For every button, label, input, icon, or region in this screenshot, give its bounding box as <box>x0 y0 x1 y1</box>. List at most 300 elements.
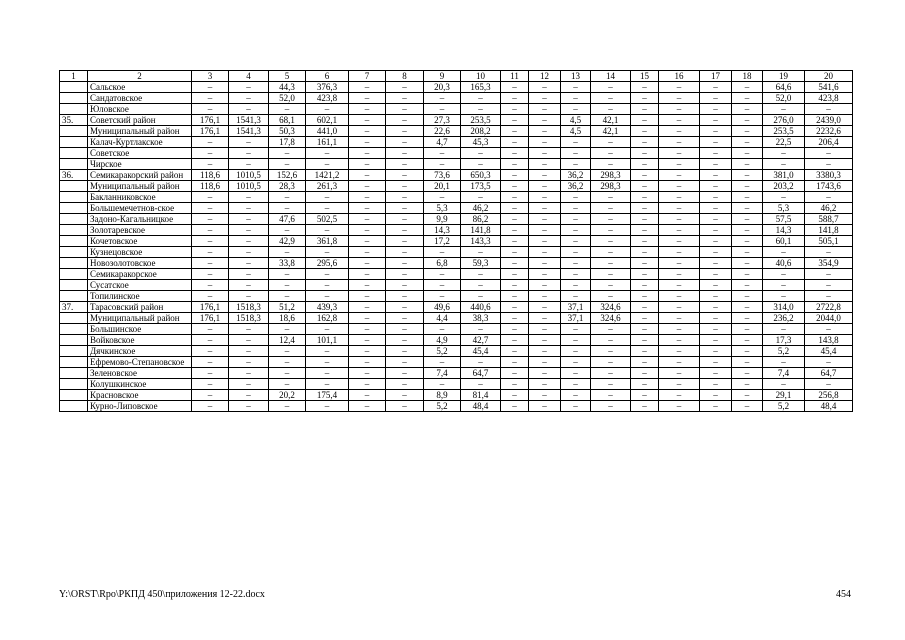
value-cell: – <box>386 192 424 203</box>
value-cell: 42,7 <box>461 335 501 346</box>
value-cell: 5,3 <box>763 203 805 214</box>
value-cell: – <box>529 247 561 258</box>
territory-name-cell: Сусатское <box>88 280 192 291</box>
value-cell: – <box>386 280 424 291</box>
value-cell: 64,7 <box>805 368 853 379</box>
value-cell: – <box>529 126 561 137</box>
value-cell: 1743,6 <box>805 181 853 192</box>
value-cell: – <box>306 401 349 412</box>
value-cell: – <box>192 390 229 401</box>
value-cell: – <box>501 357 529 368</box>
value-cell: – <box>424 159 461 170</box>
value-cell: – <box>424 379 461 390</box>
value-cell: 295,6 <box>306 258 349 269</box>
value-cell: – <box>732 93 763 104</box>
value-cell: 650,3 <box>461 170 501 181</box>
value-cell: – <box>501 181 529 192</box>
value-cell: – <box>591 291 631 302</box>
value-cell: – <box>732 225 763 236</box>
value-cell: – <box>591 324 631 335</box>
value-cell: 161,1 <box>306 137 349 148</box>
value-cell: 38,3 <box>461 313 501 324</box>
value-cell: – <box>461 357 501 368</box>
column-header: 12 <box>529 71 561 82</box>
value-cell: 101,1 <box>306 335 349 346</box>
row-number-cell <box>60 346 88 357</box>
data-table <box>59 70 853 412</box>
value-cell: 48,4 <box>805 401 853 412</box>
column-header: 11 <box>501 71 529 82</box>
value-cell: – <box>192 357 229 368</box>
value-cell: – <box>501 291 529 302</box>
row-number-cell: 37. <box>60 302 88 313</box>
value-cell: – <box>591 379 631 390</box>
value-cell: – <box>561 104 591 115</box>
value-cell: – <box>659 401 700 412</box>
value-cell: – <box>269 368 306 379</box>
value-cell: – <box>386 324 424 335</box>
value-cell: – <box>561 137 591 148</box>
value-cell: – <box>659 137 700 148</box>
value-cell: 1421,2 <box>306 170 349 181</box>
territory-name-cell: Калач-Куртлакское <box>88 137 192 148</box>
table-row <box>60 104 853 115</box>
value-cell: – <box>763 159 805 170</box>
value-cell: – <box>386 115 424 126</box>
value-cell: 37,1 <box>561 302 591 313</box>
value-cell: 45,3 <box>461 137 501 148</box>
value-cell: – <box>529 368 561 379</box>
value-cell: 143,3 <box>461 236 501 247</box>
value-cell: – <box>529 137 561 148</box>
value-cell: – <box>763 104 805 115</box>
column-header: 4 <box>229 71 269 82</box>
table-row <box>60 258 853 269</box>
value-cell: 86,2 <box>461 214 501 225</box>
table-row <box>60 379 853 390</box>
value-cell: – <box>424 324 461 335</box>
value-cell: – <box>591 104 631 115</box>
value-cell: 45,4 <box>805 346 853 357</box>
territory-name-cell: Сандатовское <box>88 93 192 104</box>
value-cell: – <box>700 368 732 379</box>
value-cell: – <box>732 280 763 291</box>
value-cell: – <box>561 357 591 368</box>
value-cell: – <box>591 82 631 93</box>
value-cell: – <box>386 401 424 412</box>
value-cell: – <box>631 225 659 236</box>
value-cell: – <box>561 192 591 203</box>
value-cell: – <box>269 104 306 115</box>
value-cell: 36,2 <box>561 170 591 181</box>
value-cell: – <box>269 379 306 390</box>
territory-name-cell: Большинское <box>88 324 192 335</box>
table-row <box>60 390 853 401</box>
table-row <box>60 93 853 104</box>
value-cell: 261,3 <box>306 181 349 192</box>
territory-name-cell: Ефремово-Степановское <box>88 357 192 368</box>
value-cell: – <box>529 214 561 225</box>
value-cell: – <box>631 346 659 357</box>
value-cell: 57,5 <box>763 214 805 225</box>
value-cell: 36,2 <box>561 181 591 192</box>
value-cell: – <box>659 104 700 115</box>
value-cell: – <box>732 104 763 115</box>
value-cell: – <box>805 104 853 115</box>
value-cell: 253,5 <box>461 115 501 126</box>
value-cell: – <box>529 346 561 357</box>
value-cell: 47,6 <box>269 214 306 225</box>
value-cell: – <box>631 126 659 137</box>
value-cell: 17,3 <box>763 335 805 346</box>
value-cell: 4,4 <box>424 313 461 324</box>
value-cell: 1518,3 <box>229 313 269 324</box>
value-cell: – <box>192 214 229 225</box>
value-cell: – <box>349 247 386 258</box>
value-cell: – <box>501 214 529 225</box>
value-cell: 40,6 <box>763 258 805 269</box>
value-cell: – <box>386 159 424 170</box>
value-cell: – <box>763 192 805 203</box>
value-cell: – <box>591 280 631 291</box>
value-cell: 381,0 <box>763 170 805 181</box>
territory-name-cell: Муниципальный район <box>88 126 192 137</box>
territory-name-cell: Дячкинское <box>88 346 192 357</box>
value-cell: – <box>461 280 501 291</box>
value-cell: – <box>529 236 561 247</box>
column-header: 13 <box>561 71 591 82</box>
table-row <box>60 368 853 379</box>
value-cell: – <box>386 148 424 159</box>
value-cell: – <box>732 401 763 412</box>
value-cell: – <box>386 82 424 93</box>
value-cell: – <box>763 280 805 291</box>
value-cell: – <box>349 181 386 192</box>
table-row <box>60 313 853 324</box>
value-cell: – <box>349 269 386 280</box>
value-cell: – <box>501 148 529 159</box>
column-header: 6 <box>306 71 349 82</box>
value-cell: 14,3 <box>763 225 805 236</box>
value-cell: – <box>269 280 306 291</box>
value-cell: – <box>700 104 732 115</box>
value-cell: – <box>306 203 349 214</box>
value-cell: 22,6 <box>424 126 461 137</box>
territory-name-cell: Войковское <box>88 335 192 346</box>
value-cell: – <box>461 148 501 159</box>
value-cell: – <box>349 280 386 291</box>
value-cell: – <box>192 236 229 247</box>
value-cell: – <box>461 269 501 280</box>
row-number-cell <box>60 236 88 247</box>
territory-name-cell: Красновское <box>88 390 192 401</box>
value-cell: – <box>349 390 386 401</box>
value-cell: 60,1 <box>763 236 805 247</box>
value-cell: – <box>306 324 349 335</box>
value-cell: – <box>805 192 853 203</box>
value-cell: – <box>529 280 561 291</box>
value-cell: 298,3 <box>591 181 631 192</box>
table-row <box>60 357 853 368</box>
value-cell: 253,5 <box>763 126 805 137</box>
value-cell: 2232,6 <box>805 126 853 137</box>
value-cell: – <box>763 324 805 335</box>
value-cell: – <box>424 291 461 302</box>
value-cell: – <box>732 368 763 379</box>
value-cell: – <box>631 368 659 379</box>
value-cell: – <box>229 192 269 203</box>
value-cell: – <box>700 214 732 225</box>
value-cell: – <box>229 159 269 170</box>
value-cell: 505,1 <box>805 236 853 247</box>
value-cell: – <box>229 346 269 357</box>
value-cell: – <box>424 247 461 258</box>
value-cell: – <box>229 280 269 291</box>
value-cell: – <box>529 357 561 368</box>
value-cell: – <box>659 346 700 357</box>
value-cell: – <box>659 126 700 137</box>
value-cell: – <box>269 401 306 412</box>
value-cell: – <box>561 368 591 379</box>
value-cell: 206,4 <box>805 137 853 148</box>
territory-name-cell: Муниципальный район <box>88 181 192 192</box>
table-row <box>60 225 853 236</box>
value-cell: – <box>386 258 424 269</box>
value-cell: – <box>424 148 461 159</box>
row-number-cell <box>60 93 88 104</box>
value-cell: – <box>659 247 700 258</box>
value-cell: – <box>461 104 501 115</box>
value-cell: – <box>349 313 386 324</box>
row-number-cell <box>60 126 88 137</box>
row-number-cell <box>60 192 88 203</box>
column-header: 9 <box>424 71 461 82</box>
value-cell: – <box>700 137 732 148</box>
row-number-cell <box>60 247 88 258</box>
value-cell: – <box>700 258 732 269</box>
value-cell: – <box>269 357 306 368</box>
value-cell: – <box>229 324 269 335</box>
value-cell: – <box>591 357 631 368</box>
value-cell: – <box>529 401 561 412</box>
value-cell: 3380,3 <box>805 170 853 181</box>
value-cell: 176,1 <box>192 302 229 313</box>
territory-name-cell: Чирское <box>88 159 192 170</box>
value-cell: – <box>732 159 763 170</box>
value-cell: – <box>229 148 269 159</box>
value-cell: – <box>732 313 763 324</box>
value-cell: – <box>229 390 269 401</box>
value-cell: 50,3 <box>269 126 306 137</box>
value-cell: – <box>529 170 561 181</box>
value-cell: – <box>631 401 659 412</box>
value-cell: – <box>805 159 853 170</box>
value-cell: 276,0 <box>763 115 805 126</box>
value-cell: 173,5 <box>461 181 501 192</box>
value-cell: – <box>659 291 700 302</box>
value-cell: – <box>659 335 700 346</box>
value-cell: – <box>529 258 561 269</box>
value-cell: – <box>386 368 424 379</box>
value-cell: – <box>269 225 306 236</box>
value-cell: – <box>229 203 269 214</box>
value-cell: – <box>732 258 763 269</box>
value-cell: 602,1 <box>306 115 349 126</box>
territory-name-cell: Задоно-Кагальницкое <box>88 214 192 225</box>
row-number-cell <box>60 104 88 115</box>
value-cell: – <box>561 247 591 258</box>
value-cell: – <box>306 379 349 390</box>
value-cell: – <box>529 115 561 126</box>
value-cell: – <box>349 126 386 137</box>
value-cell: 541,6 <box>805 82 853 93</box>
value-cell: 141,8 <box>805 225 853 236</box>
table-row <box>60 126 853 137</box>
row-number-cell <box>60 82 88 93</box>
value-cell: 52,0 <box>763 93 805 104</box>
value-cell: – <box>269 324 306 335</box>
table-row <box>60 302 853 313</box>
value-cell: – <box>659 148 700 159</box>
value-cell: 4,9 <box>424 335 461 346</box>
value-cell: 4,5 <box>561 115 591 126</box>
value-cell: – <box>386 390 424 401</box>
row-number-cell: 36. <box>60 170 88 181</box>
value-cell: – <box>591 390 631 401</box>
territory-name-cell: Семикаракорский район <box>88 170 192 181</box>
value-cell: – <box>229 104 269 115</box>
value-cell: – <box>192 137 229 148</box>
column-header: 20 <box>805 71 853 82</box>
value-cell: – <box>561 258 591 269</box>
territory-name-cell: Юловское <box>88 104 192 115</box>
value-cell: 17,8 <box>269 137 306 148</box>
value-cell: – <box>700 82 732 93</box>
value-cell: 64,7 <box>461 368 501 379</box>
value-cell: – <box>631 170 659 181</box>
value-cell: 48,4 <box>461 401 501 412</box>
value-cell: – <box>349 335 386 346</box>
column-header: 1 <box>60 71 88 82</box>
value-cell: 5,2 <box>763 346 805 357</box>
value-cell: – <box>732 390 763 401</box>
value-cell: – <box>229 401 269 412</box>
value-cell: – <box>386 214 424 225</box>
value-cell: – <box>192 269 229 280</box>
value-cell: – <box>659 379 700 390</box>
row-number-cell <box>60 368 88 379</box>
value-cell: – <box>529 181 561 192</box>
row-number-cell <box>60 181 88 192</box>
row-number-cell <box>60 390 88 401</box>
territory-name-cell: Сальское <box>88 82 192 93</box>
value-cell: – <box>269 346 306 357</box>
value-cell: – <box>732 324 763 335</box>
value-cell: – <box>561 159 591 170</box>
value-cell: – <box>591 148 631 159</box>
row-number-cell <box>60 379 88 390</box>
value-cell: – <box>529 203 561 214</box>
value-cell: – <box>591 269 631 280</box>
value-cell: – <box>501 313 529 324</box>
value-cell: – <box>732 126 763 137</box>
value-cell: – <box>501 82 529 93</box>
value-cell: – <box>386 203 424 214</box>
row-number-cell <box>60 313 88 324</box>
value-cell: – <box>192 247 229 258</box>
value-cell: 423,8 <box>306 93 349 104</box>
value-cell: – <box>700 302 732 313</box>
value-cell: 59,3 <box>461 258 501 269</box>
value-cell: – <box>529 159 561 170</box>
value-cell: – <box>561 236 591 247</box>
value-cell: – <box>805 247 853 258</box>
value-cell: – <box>306 104 349 115</box>
value-cell: – <box>561 401 591 412</box>
value-cell: 2722,8 <box>805 302 853 313</box>
value-cell: – <box>192 159 229 170</box>
value-cell: – <box>269 291 306 302</box>
value-cell: – <box>192 335 229 346</box>
territory-name-cell: Большемечетнов-ское <box>88 203 192 214</box>
value-cell: – <box>529 93 561 104</box>
territory-name-cell: Бакланниковское <box>88 192 192 203</box>
value-cell: – <box>561 225 591 236</box>
value-cell: – <box>732 236 763 247</box>
table-row <box>60 236 853 247</box>
value-cell: – <box>229 225 269 236</box>
value-cell: 1541,3 <box>229 115 269 126</box>
value-cell: – <box>501 280 529 291</box>
table-body <box>60 71 853 412</box>
value-cell: 152,6 <box>269 170 306 181</box>
value-cell: – <box>501 137 529 148</box>
value-cell: – <box>631 115 659 126</box>
value-cell: – <box>529 225 561 236</box>
value-cell: – <box>529 390 561 401</box>
territory-name-cell: Топилинское <box>88 291 192 302</box>
value-cell: – <box>732 214 763 225</box>
value-cell: – <box>461 159 501 170</box>
value-cell: – <box>659 258 700 269</box>
value-cell: – <box>732 137 763 148</box>
value-cell: – <box>349 82 386 93</box>
value-cell: 9,9 <box>424 214 461 225</box>
value-cell: – <box>424 192 461 203</box>
value-cell: – <box>659 313 700 324</box>
value-cell: 73,6 <box>424 170 461 181</box>
value-cell: 256,8 <box>805 390 853 401</box>
value-cell: 176,1 <box>192 126 229 137</box>
value-cell: – <box>386 236 424 247</box>
value-cell: 1541,3 <box>229 126 269 137</box>
territory-name-cell: Кузнецовское <box>88 247 192 258</box>
value-cell: 17,2 <box>424 236 461 247</box>
value-cell: – <box>386 335 424 346</box>
value-cell: – <box>229 82 269 93</box>
value-cell: – <box>386 357 424 368</box>
value-cell: – <box>349 236 386 247</box>
value-cell: – <box>386 346 424 357</box>
value-cell: – <box>349 324 386 335</box>
value-cell: – <box>805 269 853 280</box>
value-cell: – <box>631 390 659 401</box>
value-cell: 354,9 <box>805 258 853 269</box>
value-cell: 440,6 <box>461 302 501 313</box>
value-cell: – <box>229 357 269 368</box>
value-cell: – <box>631 247 659 258</box>
value-cell: – <box>349 115 386 126</box>
